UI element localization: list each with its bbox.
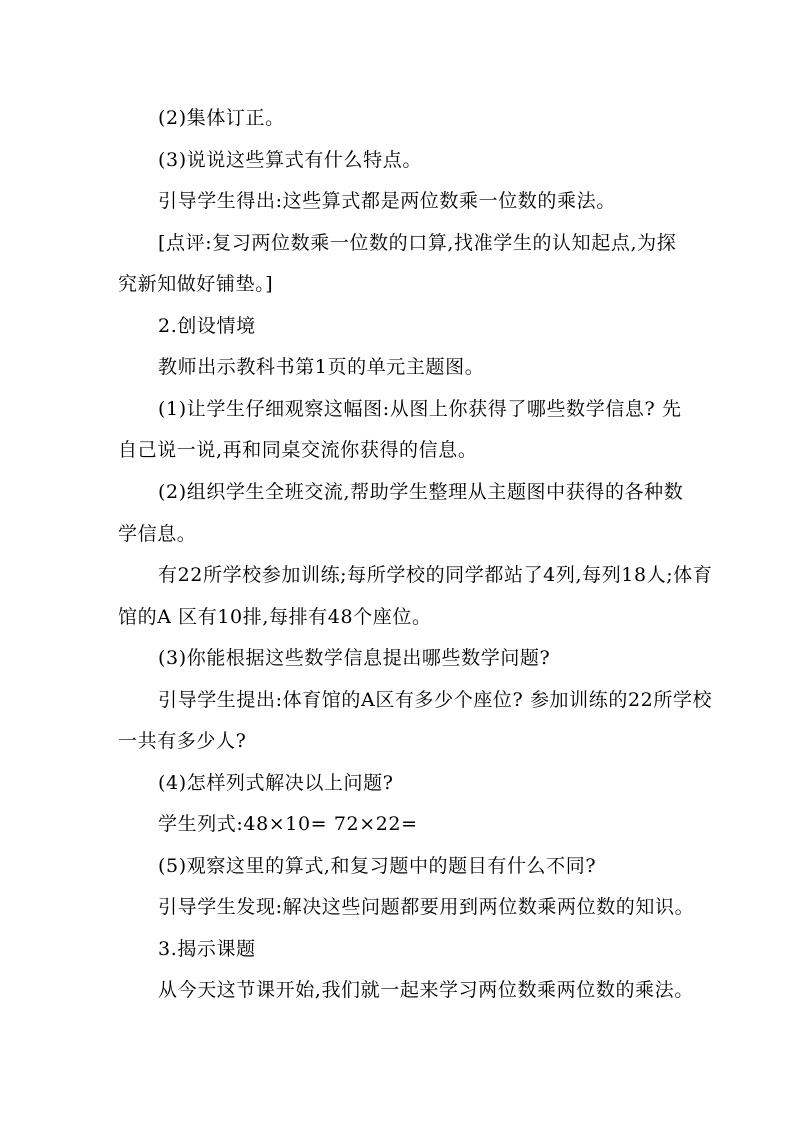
paragraph-line: 教师出示教科书第1页的单元主题图。 <box>158 356 485 378</box>
paragraph-line: 究新知做好铺垫。] <box>118 273 274 295</box>
paragraph-line: 馆的A 区有10排,每排有48个座位。 <box>118 606 432 628</box>
paragraph-line: 有22所学校参加训练;每所学校的同学都站了4列,每列18人;体育 <box>158 564 713 586</box>
paragraph-line: [点评:复习两位数乘一位数的口算,找准学生的认知起点,为探 <box>158 232 677 254</box>
paragraph-line: 引导学生发现:解决这些问题都要用到两位数乘两位数的知识。 <box>158 896 695 918</box>
paragraph-line: (2)集体订正。 <box>158 107 285 129</box>
paragraph-line: (2)组织学生全班交流,帮助学生整理从主题图中获得的各种数 <box>158 481 684 503</box>
paragraph-line: 一共有多少人? <box>118 730 247 752</box>
paragraph-line: 引导学生得出:这些算式都是两位数乘一位数的乘法。 <box>158 190 616 212</box>
paragraph-line: 自己说一说,再和同桌交流你获得的信息。 <box>118 439 478 461</box>
paragraph-line: (5)观察这里的算式,和复习题中的题目有什么不同? <box>158 855 597 877</box>
paragraph-line: 学生列式:48×10= 72×22= <box>158 813 418 835</box>
paragraph-line: 从今天这节课开始,我们就一起来学习两位数乘两位数的乘法。 <box>158 979 694 1001</box>
paragraph-line: (3)说说这些算式有什么特点。 <box>158 149 422 171</box>
section-heading: 2.创设情境 <box>158 315 256 337</box>
paragraph-line: (1)让学生仔细观察这幅图:从图上你获得了哪些数学信息? 先 <box>158 398 682 420</box>
paragraph-line: (3)你能根据这些数学信息提出哪些数学问题? <box>158 647 551 669</box>
paragraph-line: 学信息。 <box>118 523 197 545</box>
paragraph-line: (4)怎样列式解决以上问题? <box>158 772 394 794</box>
paragraph-line: 引导学生提出:体育馆的A区有多少个座位? 参加训练的22所学校 <box>158 689 713 711</box>
section-heading: 3.揭示课题 <box>158 938 256 960</box>
